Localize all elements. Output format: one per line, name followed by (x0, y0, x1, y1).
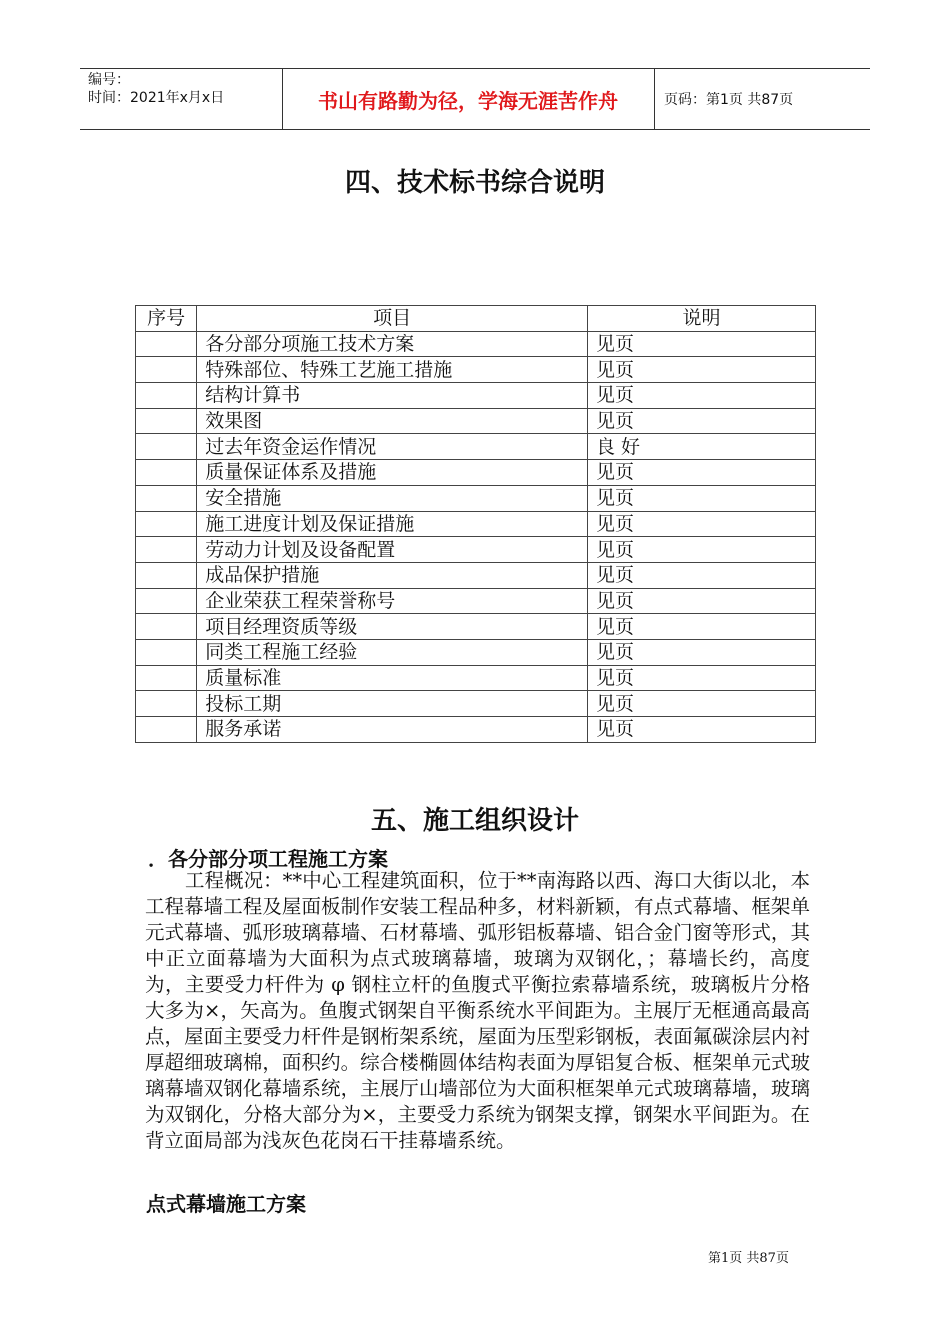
cell-item: 项目经理资质等级 (197, 614, 588, 640)
cell-item: 效果图 (197, 408, 588, 434)
header-page-number: 页码：第1页 共87页 (664, 92, 794, 108)
table-row (136, 562, 816, 588)
cell-item: 成品保护措施 (197, 562, 588, 588)
header-divider (654, 69, 655, 129)
table-row (136, 639, 816, 665)
table-row (136, 588, 816, 614)
cell-note: 见页 (587, 614, 815, 640)
table-row (136, 511, 816, 537)
table-row (136, 331, 816, 357)
table-row (136, 460, 816, 486)
col-header-number: 序号 (136, 306, 197, 332)
header-number: 编号： (88, 72, 130, 88)
table-row (136, 357, 816, 383)
overview-paragraph: 工程概况：**中心工程建筑面积，位于**南海路以西、海口大街以北，本工程幕墙工程及屋面板制作安装工程品种多，材料新颖，有点式幕墙、框架单元式幕墙、弧形玻璃幕墙、石材幕墙、弧形铝板幕墙、铝合金门窗等形式，其中正立面幕墙为大面积为点式玻璃幕墙，玻璃为双钢化，；幕墙长约，高度为，主要受力杆件为 φ 钢柱立杆的鱼腹式平衡拉索幕墙系统，玻璃板片分格大多为×，矢高为。鱼腹式钢架自平衡系统水平间距为。主展厅无框通高最高点，屋面主要受力杆件是钢桁架系统，屋面为压型彩钢板，表面氟碳涂层内衬厚超细玻璃棉，面积约。综合楼椭圆体结构表面为厚铝复合板、框架单元式玻璃幕墙双钢化幕墙系统，主展厅山墙部位为大面积框架单元式玻璃幕墙，玻璃为双钢化，分格大部分为×，主要受力系统为钢架支撑，钢架水平间距为。在背立面局部为浅灰色花岗石干挂幕墙系统。 (145, 869, 810, 1152)
cell-item: 质量标准 (197, 665, 588, 691)
page-header (80, 68, 870, 130)
cell-item: 投标工期 (197, 691, 588, 717)
cell-number (136, 383, 197, 409)
cell-note: 见页 (587, 562, 815, 588)
cell-number (136, 717, 197, 743)
col-header-note: 说明 (587, 306, 815, 332)
table-row (136, 383, 816, 409)
cell-number (136, 537, 197, 563)
cell-number (136, 691, 197, 717)
cell-item: 过去年资金运作情况 (197, 434, 588, 460)
table-row (136, 434, 816, 460)
cell-note: 见页 (587, 588, 815, 614)
cell-note: 见页 (587, 408, 815, 434)
header-motto: 书山有路勤为径，学海无涯苦作舟 (318, 88, 618, 113)
table-row (136, 408, 816, 434)
cell-note: 见页 (587, 383, 815, 409)
cell-item: 施工进度计划及保证措施 (197, 511, 588, 537)
cell-note: 见页 (587, 357, 815, 383)
cell-number (136, 639, 197, 665)
cell-item: 同类工程施工经验 (197, 639, 588, 665)
cell-item: 结构计算书 (197, 383, 588, 409)
cell-note: 良 好 (587, 434, 815, 460)
cell-number (136, 357, 197, 383)
cell-number (136, 408, 197, 434)
cell-number (136, 665, 197, 691)
cell-item: 质量保证体系及措施 (197, 460, 588, 486)
cell-number (136, 588, 197, 614)
section-title-five: 五、施工组织设计 (370, 806, 579, 836)
cell-item: 劳动力计划及设备配置 (197, 537, 588, 563)
cell-note: 见页 (587, 331, 815, 357)
cell-note: 见页 (587, 717, 815, 743)
cell-number (136, 485, 197, 511)
table-row (136, 485, 816, 511)
cell-number (136, 460, 197, 486)
cell-note: 见页 (587, 691, 815, 717)
cell-number (136, 511, 197, 537)
cell-number (136, 562, 197, 588)
section-title-four: 四、技术标书综合说明 (344, 168, 605, 198)
cell-note: 见页 (587, 511, 815, 537)
table-row (136, 614, 816, 640)
cell-note: 见页 (587, 460, 815, 486)
cell-number (136, 614, 197, 640)
table-row (136, 717, 816, 743)
cell-note: 见页 (587, 537, 815, 563)
col-header-item: 项目 (197, 306, 588, 332)
table-row (136, 537, 816, 563)
header-time: 时间：2021年x月x日 (88, 90, 225, 106)
table-row (136, 665, 816, 691)
header-meta (88, 71, 224, 107)
cell-item: 企业荣获工程荣誉称号 (197, 588, 588, 614)
cell-item: 服务承诺 (197, 717, 588, 743)
table-row (136, 691, 816, 717)
cell-note: 见页 (587, 665, 815, 691)
cell-item: 特殊部位、特殊工艺施工措施 (197, 357, 588, 383)
cell-item: 安全措施 (197, 485, 588, 511)
cell-number (136, 434, 197, 460)
cell-number (136, 331, 197, 357)
items-table (135, 305, 816, 743)
page-footer: 第1页 共87页 (708, 1251, 789, 1266)
cell-item: 各分部分项施工技术方案 (197, 331, 588, 357)
table-header-row (136, 306, 816, 332)
subsection-heading: ．各分部分项工程施工方案 (148, 847, 388, 871)
subsection-heading-point-curtain-wall: 点式幕墙施工方案 (146, 1192, 306, 1216)
cell-note: 见页 (587, 485, 815, 511)
cell-note: 见页 (587, 639, 815, 665)
